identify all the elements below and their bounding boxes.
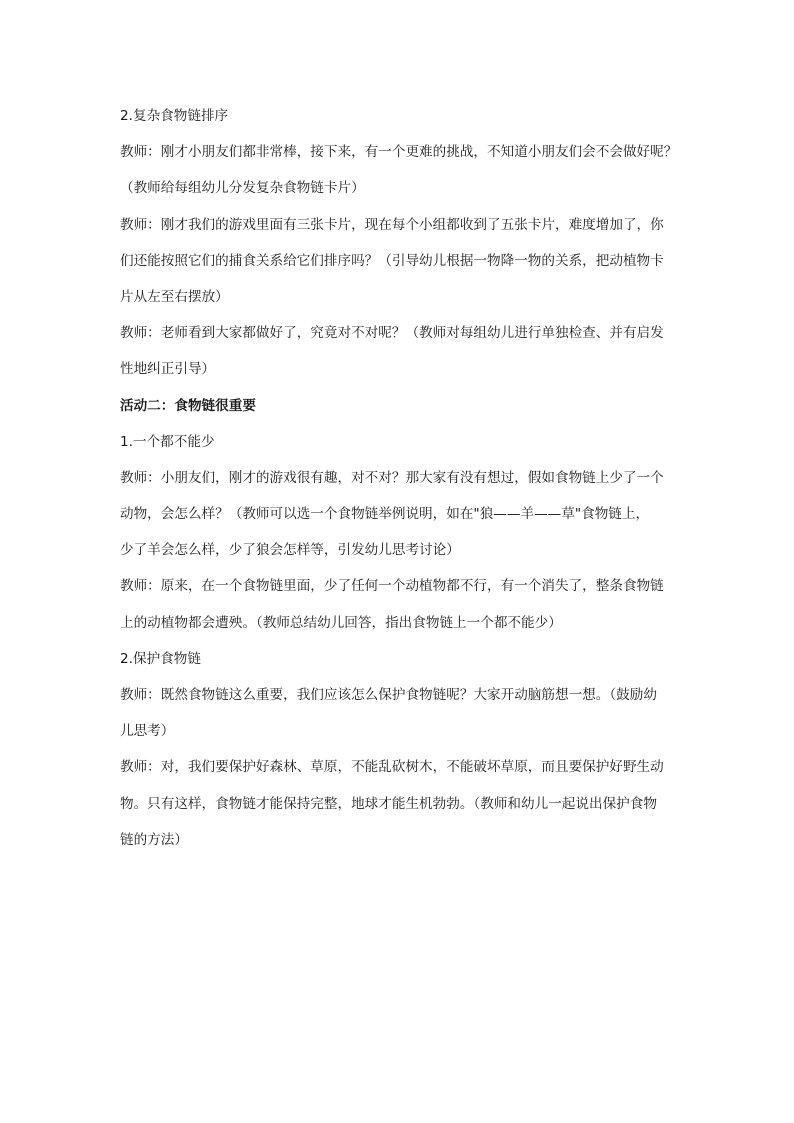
section-heading-protect-chain: 2.保护食物链: [120, 650, 201, 667]
activity-two-heading: 活动二：食物链很重要: [120, 397, 256, 414]
paragraph-line: 儿思考）: [120, 723, 175, 740]
paragraph-line: 物。只有这样，食物链才能保持完整，地球才能生机勃勃。（教师和幼儿一起说出保护食物: [120, 795, 657, 812]
paragraph-line: 少了羊会怎么样，少了狼会怎样等，引发幼儿思考讨论）: [120, 542, 460, 559]
paragraph-line: 上的动植物都会遭殃。（教师总结幼儿回答，指出食物链上一个都不能少）: [120, 614, 562, 631]
paragraph-line: 片从左至右摆放）: [120, 288, 229, 305]
paragraph-line: 动物，会怎么样？（教师可以选一个食物链举例说明，如在"狼——羊——草"食物链上，: [120, 506, 650, 523]
document-body: [120, 105, 680, 865]
paragraph-line: 教师：刚才小朋友们都非常棒，接下来，有一个更难的挑战，不知道小朋友们会不会做好呢？: [120, 144, 678, 161]
paragraph-line: 教师：老师看到大家都做好了，究竟对不对呢？（教师对每组幼儿进行单独检查、并有启发: [120, 325, 664, 342]
paragraph-line: 链的方法）: [120, 831, 188, 848]
paragraph-line: 教师：既然食物链这么重要，我们应该怎么保护食物链呢？大家开动脑筋想一想。（鼓励幼: [120, 687, 657, 703]
paragraph-line: 教师：刚才我们的游戏里面有三张卡片，现在每个小组都收到了五张卡片，难度增加了，你: [120, 216, 664, 233]
paragraph-line: （教师给每组幼儿分发复杂食物链卡片）: [120, 180, 365, 197]
paragraph-line: 们还能按照它们的捕食关系给它们排序吗？（引导幼儿根据一物降一物的关系，把动植物卡: [120, 252, 664, 269]
paragraph-line: 性地纠正引导）: [120, 361, 216, 378]
section-heading-complex-chain: 2.复杂食物链排序: [120, 108, 229, 124]
paragraph-line: 教师：原来，在一个食物链里面，少了任何一个动植物都不行，有一个消失了，整条食物链: [120, 578, 664, 595]
section-heading-none-missing: 1.一个都不能少: [120, 433, 215, 450]
paragraph-line: 教师：对，我们要保护好森林、草原，不能乱砍树木，不能破坏草原，而且要保护好野生动: [120, 759, 664, 776]
paragraph-line: 教师：小朋友们，刚才的游戏很有趣，对不对？那大家有没有想过，假如食物链上少了一个: [120, 469, 664, 486]
